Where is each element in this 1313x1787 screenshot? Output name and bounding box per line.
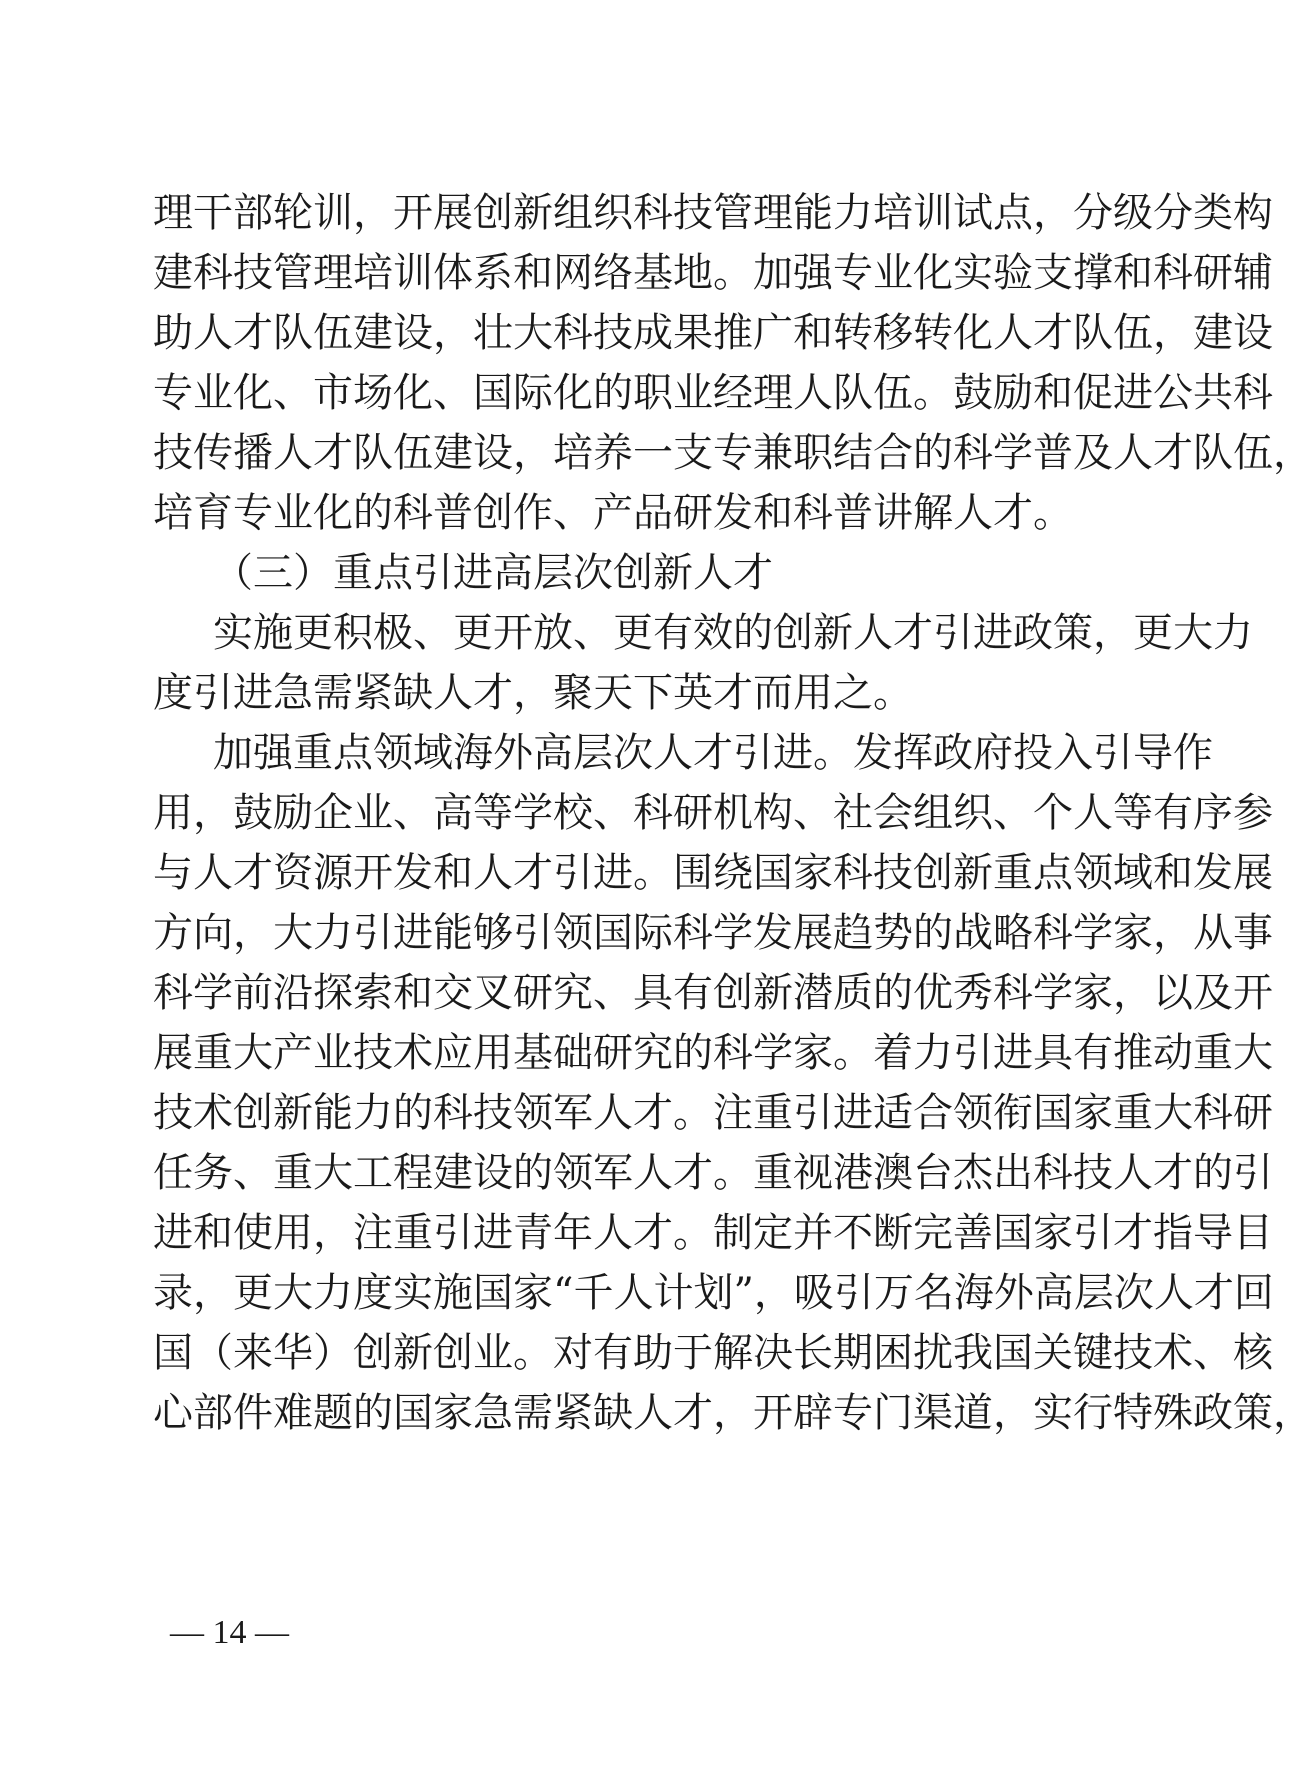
paragraph-line: 技传播人才队伍建设，培养一支专兼职结合的科学普及人才队伍， (153, 430, 1313, 476)
paragraph-line: 技术创新能力的科技领军人才。注重引进适合领衔国家重大科研 (153, 1090, 1273, 1136)
paragraph-line: 录，更大力度实施国家“千人计划”，吸引万名海外高层次人才回 (153, 1270, 1274, 1316)
paragraph-line: 科学前沿探索和交叉研究、具有创新潜质的优秀科学家，以及开 (153, 970, 1273, 1016)
paragraph-line: 进和使用，注重引进青年人才。制定并不断完善国家引才指导目 (153, 1210, 1273, 1256)
paragraph-line: 加强重点领域海外高层次人才引进。发挥政府投入引导作 (213, 730, 1213, 776)
page-number: — 14 — (170, 1614, 289, 1651)
paragraph-line: 专业化、市场化、国际化的职业经理人队伍。鼓励和促进公共科 (153, 370, 1273, 416)
paragraph-line: 任务、重大工程建设的领军人才。重视港澳台杰出科技人才的引 (153, 1150, 1273, 1196)
paragraph-line: 心部件难题的国家急需紧缺人才，开辟专门渠道，实行特殊政策， (153, 1390, 1313, 1436)
paragraph-line: 助人才队伍建设，壮大科技成果推广和转移转化人才队伍，建设 (153, 310, 1273, 356)
paragraph-line: 理干部轮训，开展创新组织科技管理能力培训试点，分级分类构 (153, 190, 1273, 236)
paragraph-line: 度引进急需紧缺人才，聚天下英才而用之。 (153, 670, 913, 716)
paragraph-line: 用，鼓励企业、高等学校、科研机构、社会组织、个人等有序参 (153, 790, 1273, 836)
paragraph-line: 展重大产业技术应用基础研究的科学家。着力引进具有推动重大 (153, 1030, 1273, 1076)
paragraph-line: 国（来华）创新创业。对有助于解决长期困扰我国关键技术、核 (153, 1330, 1273, 1376)
section-heading: （三）重点引进高层次创新人才 (213, 550, 773, 596)
paragraph-line: 培育专业化的科普创作、产品研发和科普讲解人才。 (153, 490, 1073, 536)
paragraph-line: 方向，大力引进能够引领国际科学发展趋势的战略科学家，从事 (153, 910, 1273, 956)
paragraph-line: 建科技管理培训体系和网络基地。加强专业化实验支撑和科研辅 (153, 250, 1273, 296)
paragraph-line: 实施更积极、更开放、更有效的创新人才引进政策，更大力 (213, 610, 1253, 656)
paragraph-line: 与人才资源开发和人才引进。围绕国家科技创新重点领域和发展 (153, 850, 1273, 896)
